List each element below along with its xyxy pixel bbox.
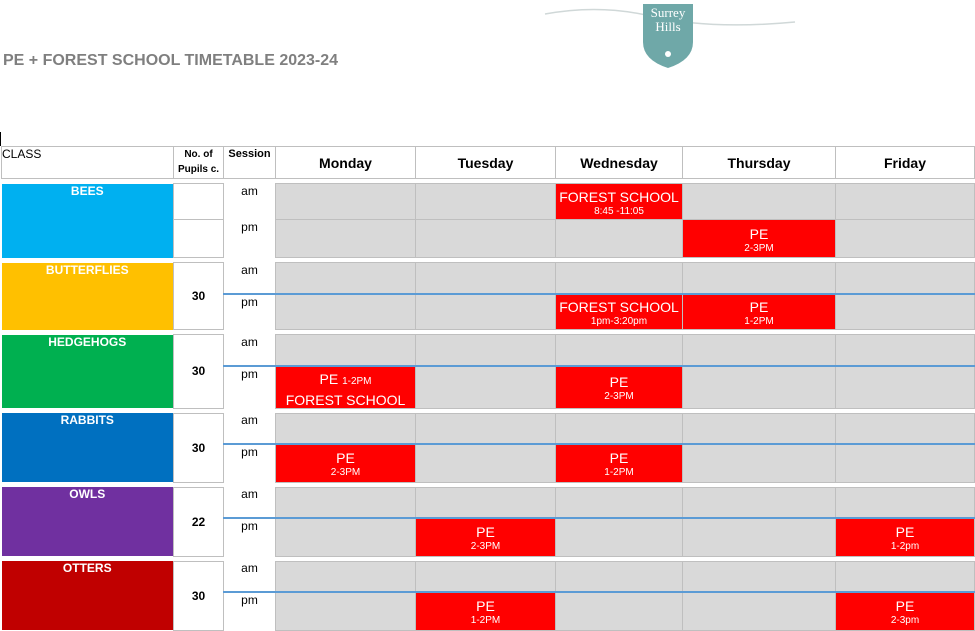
timetable-cell-empty <box>556 487 683 518</box>
session-label: pm <box>224 518 276 556</box>
header-session: Session <box>224 147 276 179</box>
session-label: pm <box>224 220 276 258</box>
timetable-cell-empty <box>416 487 556 518</box>
timetable-cell-empty <box>556 561 683 592</box>
activity-time: 1-2pm <box>890 541 920 553</box>
timetable-cell-empty <box>276 220 416 258</box>
session-label: am <box>224 487 276 518</box>
activity-main: PE <box>749 225 769 242</box>
timetable-cell-empty <box>416 335 556 366</box>
timetable-cell-activity <box>276 444 416 482</box>
header-wednesday: Wednesday <box>556 147 683 179</box>
timetable-cell-activity <box>556 294 683 330</box>
activity-main: PE <box>609 450 629 467</box>
activity-main: FOREST SCHOOL <box>559 188 679 205</box>
timetable-cell-activity <box>416 592 556 630</box>
page-title: PE + FOREST SCHOOL TIMETABLE 2023-24 <box>3 52 339 69</box>
timetable-cell-empty <box>276 184 416 220</box>
activity-time: 2-3PM <box>744 242 774 254</box>
class-name: OWLS <box>2 487 174 556</box>
class-name: RABBITS <box>2 413 174 482</box>
session-label: am <box>224 184 276 220</box>
pupils-count-empty <box>174 220 224 258</box>
text-cursor <box>0 132 1 146</box>
pupils-count: 30 <box>174 413 224 482</box>
activity-main: PE <box>476 598 495 615</box>
header-thursday: Thursday <box>683 147 836 179</box>
header-tuesday: Tuesday <box>416 147 556 179</box>
activity-label <box>556 295 682 315</box>
activity-secondary: FOREST SCHOOL <box>285 391 406 408</box>
class-name: OTTERS <box>2 561 174 630</box>
timetable-cell-empty <box>556 335 683 366</box>
timetable-cell-empty <box>836 294 975 330</box>
logo-line1: Surrey <box>650 5 686 20</box>
activity-label <box>276 446 415 466</box>
timetable-cell-empty <box>836 220 975 258</box>
timetable <box>1 146 975 631</box>
activity-main: PE <box>609 374 629 390</box>
timetable-cell-empty <box>836 366 975 409</box>
session-label: pm <box>224 294 276 330</box>
timetable-cell-activity <box>276 366 416 409</box>
timetable-cell-empty <box>416 294 556 330</box>
timetable-cell-empty <box>416 263 556 294</box>
pupils-count: 22 <box>174 487 224 556</box>
timetable-cell-empty <box>836 444 975 482</box>
timetable-cell-empty <box>556 413 683 444</box>
activity-main: PE <box>336 450 355 467</box>
activity-main: PE <box>895 598 915 615</box>
timetable-cell-activity <box>683 294 836 330</box>
timetable-cell-empty <box>683 518 836 556</box>
activity-time: 8:45 -11:05 <box>594 205 644 217</box>
activity-label <box>556 446 682 466</box>
activity-main: PE <box>476 524 495 541</box>
timetable-cell-empty <box>683 335 836 366</box>
activity-label <box>836 520 974 540</box>
activity-label <box>556 370 682 390</box>
timetable-row <box>2 487 975 518</box>
logo-line2: Hills <box>655 19 681 34</box>
timetable-cell-empty <box>556 263 683 294</box>
timetable-cell-activity <box>556 184 683 220</box>
header-monday: Monday <box>276 147 416 179</box>
activity-label <box>276 367 415 390</box>
timetable-cell-empty <box>683 592 836 630</box>
timetable-cell-empty <box>276 263 416 294</box>
timetable-cell-empty <box>556 518 683 556</box>
timetable-cell-empty <box>683 413 836 444</box>
timetable-cell-activity <box>556 444 683 482</box>
session-label: pm <box>224 366 276 409</box>
timetable-cell-empty <box>276 561 416 592</box>
class-name: HEDGEHOGS <box>2 335 174 409</box>
timetable-cell-activity <box>556 366 683 409</box>
session-label: pm <box>224 444 276 482</box>
timetable-cell-empty <box>276 487 416 518</box>
pupils-count: 30 <box>174 561 224 630</box>
pupils-count: 30 <box>174 335 224 409</box>
timetable-cell-activity <box>836 518 975 556</box>
timetable-cell-empty <box>556 592 683 630</box>
activity-main: PE <box>319 370 339 387</box>
timetable-cell-empty <box>416 184 556 220</box>
activity-label <box>836 594 974 614</box>
logo-text <box>641 6 695 34</box>
timetable-cell-empty <box>836 413 975 444</box>
timetable-cell-empty <box>836 487 975 518</box>
timetable-cell-empty <box>683 561 836 592</box>
timetable-cell-empty <box>276 518 416 556</box>
activity-main: PE <box>895 524 915 541</box>
activity-time: 1-2PM <box>604 467 634 479</box>
activity-time: 1pm-3:20pm <box>590 315 648 327</box>
timetable-cell-activity <box>416 518 556 556</box>
activity-time: 2-3PM <box>330 467 361 479</box>
header-pupils-line2: Pupils c. <box>177 164 220 175</box>
timetable-cell-empty <box>416 444 556 482</box>
activity-label <box>683 222 835 242</box>
timetable-cell-empty <box>836 561 975 592</box>
activity-main: FOREST SCHOOL <box>559 298 679 315</box>
header-class: CLASS <box>2 147 174 179</box>
timetable-cell-empty <box>683 263 836 294</box>
header-pupils <box>174 147 224 179</box>
timetable-row <box>2 561 975 592</box>
timetable-cell-empty <box>276 592 416 630</box>
session-label: am <box>224 413 276 444</box>
timetable-cell-empty <box>276 335 416 366</box>
session-label: pm <box>224 592 276 630</box>
pupils-count <box>174 184 224 220</box>
activity-label <box>683 295 835 315</box>
activity-time: 2-3pm <box>890 615 920 627</box>
timetable-cell-activity <box>836 592 975 630</box>
timetable-cell-empty <box>683 487 836 518</box>
activity-time: 2-3PM <box>604 391 634 402</box>
activity-main: PE <box>749 298 769 315</box>
header-friday: Friday <box>836 147 975 179</box>
activity-time: 1-2PM <box>342 375 372 387</box>
session-label: am <box>224 335 276 366</box>
timetable-cell-empty <box>683 184 836 220</box>
timetable-cell-empty <box>416 561 556 592</box>
class-name: BEES <box>2 184 174 258</box>
timetable-row <box>2 184 975 220</box>
session-label: am <box>224 561 276 592</box>
timetable-cell-empty <box>416 366 556 409</box>
timetable-row <box>2 263 975 294</box>
activity-time: 1-2PM <box>744 315 774 327</box>
session-label: am <box>224 263 276 294</box>
timetable-row <box>2 413 975 444</box>
pupils-count: 30 <box>174 263 224 330</box>
timetable-cell-empty <box>416 413 556 444</box>
timetable-cell-empty <box>683 444 836 482</box>
timetable-cell-empty <box>836 335 975 366</box>
timetable-cell-empty <box>683 366 836 409</box>
activity-label <box>416 594 555 614</box>
activity-label <box>416 520 555 540</box>
timetable-row <box>2 335 975 366</box>
class-name: BUTTERFLIES <box>2 263 174 330</box>
header-pupils-line1: No. of <box>184 149 213 160</box>
timetable-cell-empty <box>416 220 556 258</box>
timetable-cell-empty <box>836 263 975 294</box>
activity-time: 2-3PM <box>470 541 501 553</box>
timetable-cell-empty <box>556 220 683 258</box>
timetable-cell-empty <box>276 294 416 330</box>
timetable-cell-activity <box>683 220 836 258</box>
activity-time: 1-2PM <box>470 615 501 627</box>
activity-label <box>556 185 682 205</box>
timetable-cell-empty <box>276 413 416 444</box>
timetable-cell-empty <box>836 184 975 220</box>
